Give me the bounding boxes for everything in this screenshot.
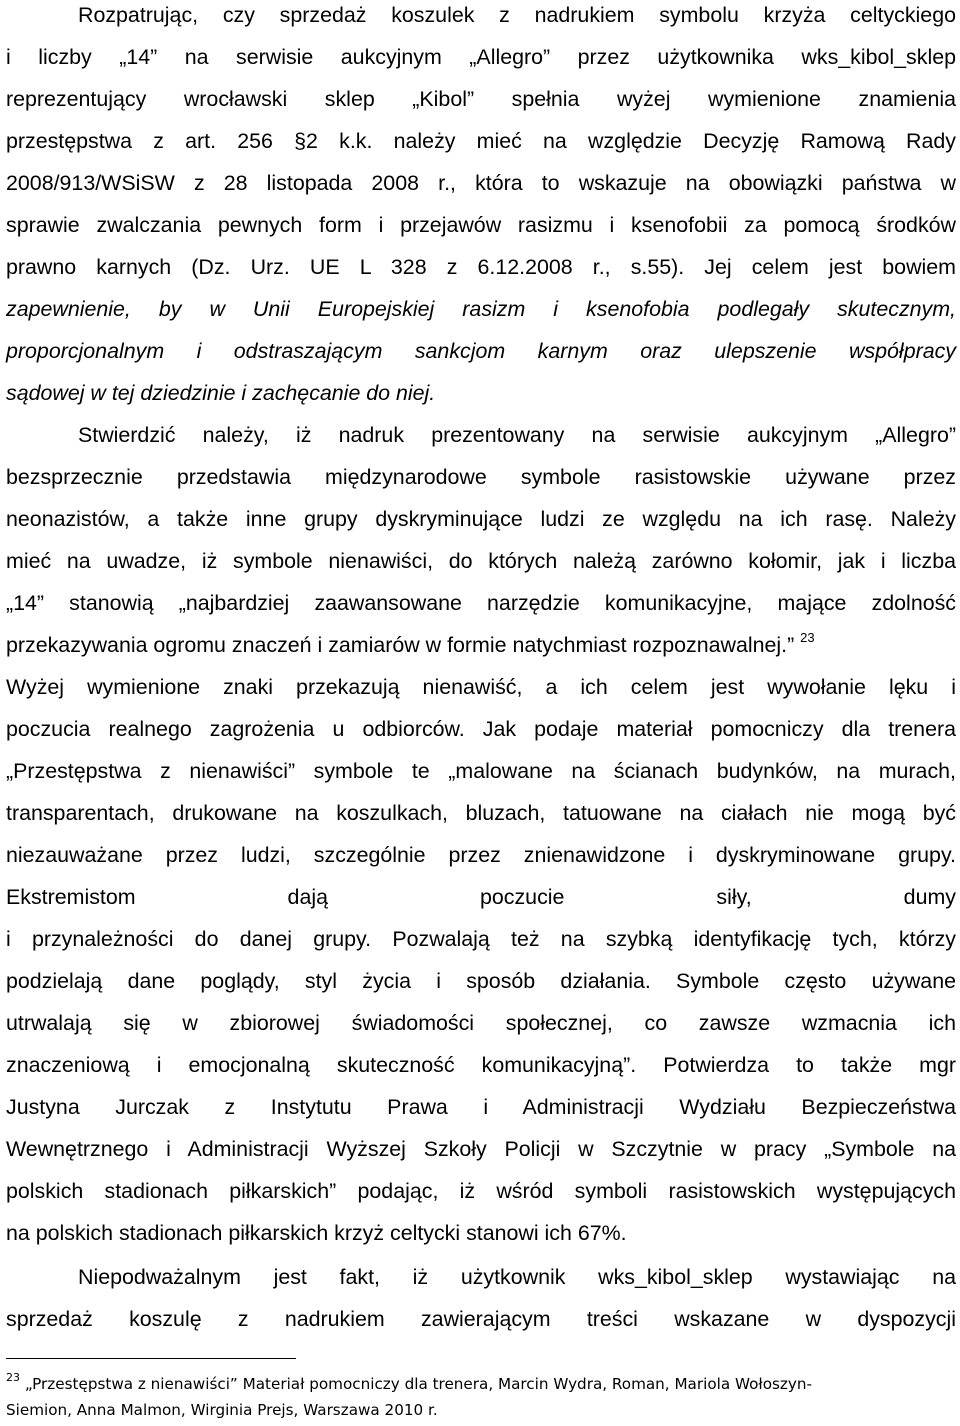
text-line: mieć na uwadze, iż symbole nienawiści, do których należą zarówno kołomir, jak i liczba (6, 549, 956, 573)
text-line: sprawie zwalczania pewnych form i przejawów rasizmu i ksenofobii za pomocą środków (6, 213, 956, 237)
text-line: Justyna Jurczak z Instytutu Prawa i Administracji Wydziału Bezpieczeństwa (6, 1095, 956, 1119)
text-line: niezauważane przez ludzi, szczególnie przez znienawidzone i dyskryminowane grupy. (6, 843, 956, 867)
text-line: Ekstremistom dają poczucie siły, dumy (6, 885, 956, 909)
footnote-number: 23 (6, 1371, 20, 1384)
footnote-separator (6, 1358, 296, 1359)
text-line: bezsprzecznie przedstawia międzynarodowe symbole rasistowskie używane przez (6, 465, 956, 489)
text-line: i liczby „14” na serwisie aukcyjnym „Allegro” przez użytkownika wks_kibol_sklep (6, 45, 956, 69)
text-line: Niepodważalnym jest fakt, iż użytkownik wks_kibol_sklep wystawiając na (78, 1265, 956, 1289)
text-line: transparentach, drukowane na koszulkach, bluzach, tatuowane na ciałach nie mogą być (6, 801, 956, 825)
text-line-italic: zapewnienie, by w Unii Europejskiej rasizm i ksenofobia podlegały skutecznym, (6, 297, 956, 321)
footnote-text: „Przestępstwa z nienawiści” Materiał pomocniczy dla trenera, Marcin Wydra, Roman, Mariola Wołoszyn- (24, 1375, 812, 1393)
text-line: poczucia realnego zagrożenia u odbiorców. Jak podaje materiał pomocniczy dla trenera (6, 717, 956, 741)
text-line-with-footnote (6, 632, 956, 661)
text-line: Rozpatrując, czy sprzedaż koszulek z nadrukiem symbolu krzyża celtyckiego (78, 3, 956, 27)
text-line: „Przestępstwa z nienawiści” symbole te „malowane na ścianach budynków, na murach, (6, 759, 956, 783)
text-line: 2008/913/WSiSW z 28 listopada 2008 r., która to wskazuje na obowiązki państwa w (6, 171, 956, 195)
text-line: na polskich stadionach piłkarskich krzyż celtycki stanowi ich 67%. (6, 1221, 627, 1245)
text-line: Stwierdzić należy, iż nadruk prezentowany na serwisie aukcyjnym „Allegro” (78, 423, 956, 447)
footnote-line: Siemion, Anna Malmon, Wirginia Prejs, Warszawa 2010 r. (6, 1401, 438, 1419)
footnote-marker: 23 (800, 630, 815, 645)
text-line: „14” stanowią „najbardziej zaawansowane narzędzie komunikacyjne, mające zdolność (6, 591, 956, 615)
text-line-italic: proporcjonalnym i odstraszającym sankcjom karnym oraz ulepszenie współpracy (6, 339, 956, 363)
footnote-line (6, 1371, 956, 1396)
text-line: Wyżej wymienione znaki przekazują nienawiść, a ich celem jest wywołanie lęku i (6, 675, 956, 699)
text-line: podzielają dane poglądy, styl życia i sposób działania. Symbole często używane (6, 969, 956, 993)
text-line: reprezentujący wrocławski sklep „Kibol” spełnia wyżej wymienione znamienia (6, 87, 956, 111)
text-line: polskich stadionach piłkarskich” podając, iż wśród symboli rasistowskich występujących (6, 1179, 956, 1203)
text-line: Wewnętrznego i Administracji Wyższej Szkoły Policji w Szczytnie w pracy „Symbole na (6, 1137, 956, 1161)
text-line: prawno karnych (Dz. Urz. UE L 328 z 6.12.2008 r., s.55). Jej celem jest bowiem (6, 255, 956, 279)
text-line-italic: sądowej w tej dziedzinie i zachęcanie do niej. (6, 381, 436, 405)
text-line: sprzedaż koszulę z nadrukiem zawierającym treści wskazane w dyspozycji (6, 1307, 956, 1331)
text-line: przestępstwa z art. 256 §2 k.k. należy mieć na względzie Decyzję Ramową Rady (6, 129, 956, 153)
text-line: neonazistów, a także inne grupy dyskryminujące ludzi ze względu na ich rasę. Należy (6, 507, 956, 531)
text-line: i przynależności do danej grupy. Pozwalają też na szybką identyfikację tych, którzy (6, 927, 956, 951)
text-segment: przekazywania ogromu znaczeń i zamiarów w formie natychmiast rozpoznawalnej.” (6, 633, 795, 657)
text-line: znaczeniową i emocjonalną skuteczność komunikacyjną”. Potwierdza to także mgr (6, 1053, 956, 1077)
text-line: utrwalają się w zbiorowej świadomości społecznej, co zawsze wzmacnia ich (6, 1011, 956, 1035)
